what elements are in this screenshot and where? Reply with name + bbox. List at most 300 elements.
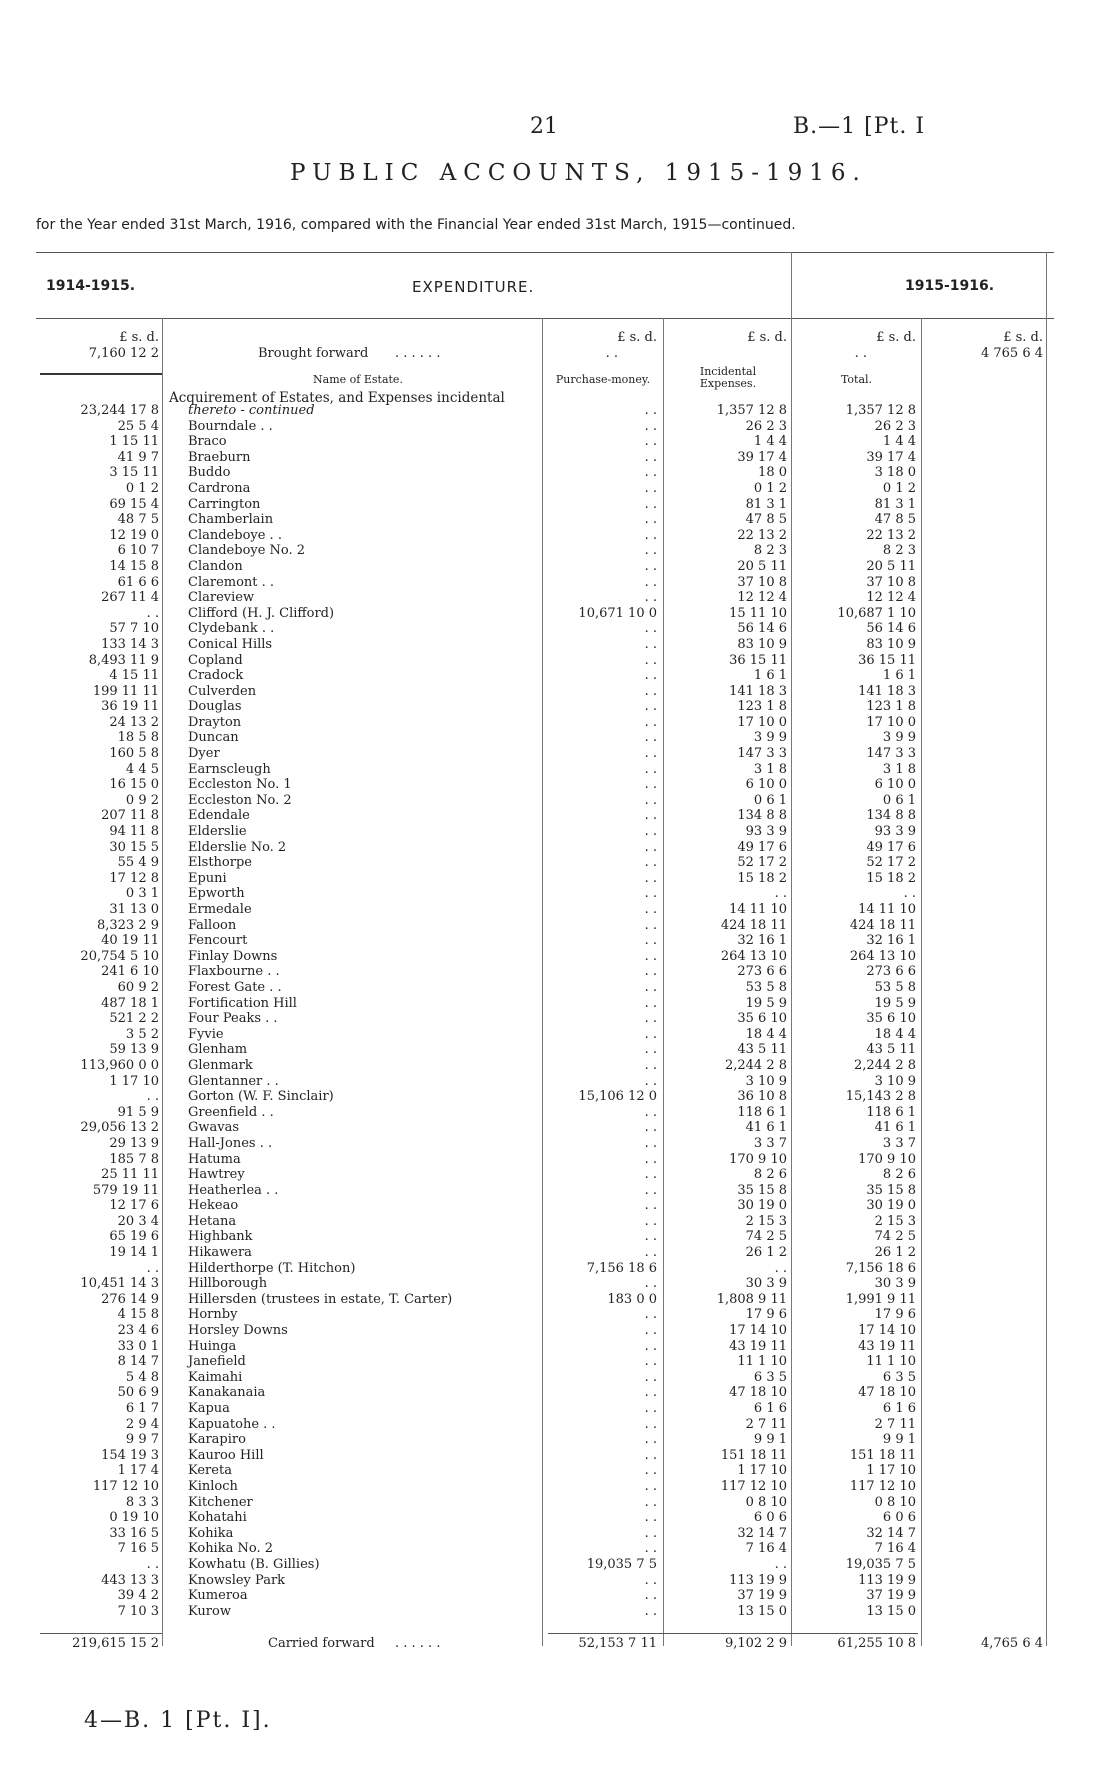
expenditure-heading: EXPENDITURE. xyxy=(412,278,535,296)
prev-year-value: 19 14 1 xyxy=(109,1245,159,1261)
prev-year-value: 23,244 17 8 xyxy=(80,403,159,418)
table-row xyxy=(0,1354,1114,1370)
total-value: 26 2 3 xyxy=(874,418,916,434)
total-value: 20 5 11 xyxy=(866,558,916,574)
purchase-money-value: . . xyxy=(644,434,657,450)
estate-name: Hillborough xyxy=(188,1276,268,1292)
purchase-money-value: . . xyxy=(644,1494,657,1510)
estate-name: Elsthorpe xyxy=(188,855,252,871)
purchase-money-value: . . xyxy=(644,746,657,762)
table-row xyxy=(0,1401,1114,1417)
estate-name: Kapua xyxy=(188,1401,230,1416)
estate-name: Braco xyxy=(188,434,227,450)
total-value: 264 13 10 xyxy=(849,948,916,964)
table-row xyxy=(0,606,1114,622)
incidental-expenses-value: 26 2 3 xyxy=(745,418,787,434)
table-row xyxy=(0,715,1114,731)
incidental-expenses-value: 8 2 6 xyxy=(753,1167,787,1183)
estate-name: Kereta xyxy=(188,1463,232,1479)
total-value: 19 5 9 xyxy=(874,995,916,1011)
carried-forward-prev: 219,615 15 2 xyxy=(72,1636,159,1651)
estate-rows xyxy=(0,403,1114,1619)
prev-total-rule xyxy=(40,1633,162,1634)
prev-year-value: 61 6 6 xyxy=(117,574,159,590)
purchase-money-value: . . xyxy=(644,574,657,590)
purchase-money-value: 10,671 10 0 xyxy=(578,605,657,621)
purchase-money-value: 19,035 7 5 xyxy=(586,1556,657,1572)
incidental-expenses-value: 17 14 10 xyxy=(729,1323,787,1339)
estate-name: Hetana xyxy=(188,1213,237,1229)
total-value: 35 6 10 xyxy=(866,1011,916,1027)
brought-forward-grand: 4 765 6 4 xyxy=(980,346,1043,361)
prev-year-value: 579 19 11 xyxy=(92,1182,159,1198)
prev-year-value: 39 4 2 xyxy=(117,1588,159,1604)
prev-year-value: 57 7 10 xyxy=(109,621,159,637)
total-value: 9 9 1 xyxy=(882,1432,916,1448)
prev-year-value: 60 9 2 xyxy=(117,979,159,995)
prev-year-value: 31 13 0 xyxy=(109,902,159,917)
incidental-expenses-value: 134 8 8 xyxy=(737,808,787,824)
purchase-money-value: . . xyxy=(644,761,657,777)
incidental-expenses-value: 1,357 12 8 xyxy=(716,403,787,418)
purchase-money-value: . . xyxy=(644,1042,657,1058)
incidental-expenses-value: 7 16 4 xyxy=(745,1541,787,1557)
prev-year-value: . . xyxy=(146,1260,159,1276)
prev-year-value: 207 11 8 xyxy=(101,808,159,824)
total-value: 10,687 1 10 xyxy=(837,605,916,621)
incidental-expenses-value: 3 1 8 xyxy=(753,761,787,777)
purchase-money-value: . . xyxy=(644,1323,657,1339)
table-row xyxy=(0,777,1114,793)
table-row xyxy=(0,1573,1114,1589)
estate-name: Kurow xyxy=(188,1603,231,1619)
total-value: 36 15 11 xyxy=(858,652,916,668)
estate-name: Ermedale xyxy=(188,902,252,917)
estate-name: Gorton (W. F. Sinclair) xyxy=(188,1089,334,1105)
prev-year-value: 16 15 0 xyxy=(109,777,159,793)
purchase-money-value: . . xyxy=(644,1432,657,1448)
incidental-expenses-value: 32 16 1 xyxy=(737,933,787,949)
incidental-expenses-value: 123 1 8 xyxy=(737,699,787,715)
prev-year-value: 521 2 2 xyxy=(109,1011,159,1027)
prev-year-value: 48 7 5 xyxy=(117,512,159,528)
purchase-money-value: . . xyxy=(644,1478,657,1494)
table-row xyxy=(0,1541,1114,1557)
prev-year-value: 41 9 7 xyxy=(117,449,159,465)
purchase-money-value: 15,106 12 0 xyxy=(578,1089,657,1105)
purchase-money-value: . . xyxy=(644,496,657,512)
total-value: 30 3 9 xyxy=(874,1276,916,1292)
prev-year-value: 1 17 10 xyxy=(109,1073,159,1089)
purchase-money-value: . . xyxy=(644,948,657,964)
prev-year-value: 113,960 0 0 xyxy=(80,1057,159,1073)
purchase-money-value: . . xyxy=(644,1245,657,1261)
total-value: 0 8 10 xyxy=(874,1494,916,1510)
total-value: 74 2 5 xyxy=(874,1229,916,1245)
incidental-expenses-value: 30 3 9 xyxy=(745,1276,787,1292)
table-row xyxy=(0,1042,1114,1058)
estate-name: Claremont . . xyxy=(188,574,275,590)
prev-year-value: 59 13 9 xyxy=(109,1042,159,1058)
total-value: 81 3 1 xyxy=(874,496,916,512)
estate-name: Glenham xyxy=(188,1042,248,1058)
purchase-money-value: . . xyxy=(644,652,657,668)
estate-name: Huinga xyxy=(188,1338,237,1354)
brought-forward-leaders: . . . . . . xyxy=(395,346,441,361)
estate-name: Clandeboye No. 2 xyxy=(188,543,306,559)
table-row xyxy=(0,886,1114,902)
incidental-expenses-value: . . xyxy=(774,1556,787,1572)
incidental-expenses-value: 37 19 9 xyxy=(737,1588,787,1604)
purchase-money-value: . . xyxy=(644,636,657,652)
estate-name: Cardrona xyxy=(188,480,251,496)
estate-name: Drayton xyxy=(188,714,242,730)
prev-year-value: 185 7 8 xyxy=(109,1151,159,1167)
incidental-expenses-value: 17 9 6 xyxy=(745,1307,787,1323)
table-row xyxy=(0,1167,1114,1183)
incidental-expenses-value: 2 15 3 xyxy=(745,1213,787,1229)
purchase-money-value: . . xyxy=(644,1011,657,1027)
purchase-money-value: . . xyxy=(644,1151,657,1167)
prev-year-value: 6 10 7 xyxy=(117,543,159,559)
incidental-expenses-value: 147 3 3 xyxy=(737,746,787,762)
purchase-money-value: . . xyxy=(644,1603,657,1619)
total-value: 1 17 10 xyxy=(866,1463,916,1479)
table-row xyxy=(0,902,1114,918)
incidental-expenses-value: 47 18 10 xyxy=(729,1385,787,1401)
prev-year-value: 50 6 9 xyxy=(117,1385,159,1401)
table-row xyxy=(0,933,1114,949)
estate-name: Karapiro xyxy=(188,1432,246,1448)
incidental-expenses-value: 3 3 7 xyxy=(753,1135,787,1151)
estate-name: Fyvie xyxy=(188,1026,224,1042)
total-value: 93 3 9 xyxy=(874,824,916,840)
table-row xyxy=(0,528,1114,544)
prev-year-value: 25 11 11 xyxy=(101,1167,159,1183)
total-value: 26 1 2 xyxy=(874,1245,916,1261)
estate-name: Glentanner . . xyxy=(188,1073,279,1089)
table-row xyxy=(0,1417,1114,1433)
purchase-money-value: . . xyxy=(644,1385,657,1401)
prev-year-value: 199 11 11 xyxy=(92,683,159,699)
purchase-money-value: . . xyxy=(644,1588,657,1604)
brought-forward-purchase: . . xyxy=(605,346,618,361)
table-row xyxy=(0,980,1114,996)
prev-year-value: 36 19 11 xyxy=(101,699,159,715)
purchase-money-value: . . xyxy=(644,558,657,574)
estate-name: Clandon xyxy=(188,558,243,574)
incidental-expenses-value: 52 17 2 xyxy=(737,855,787,871)
total-value: 151 18 11 xyxy=(849,1447,916,1463)
prev-year-value: 2 9 4 xyxy=(125,1416,159,1432)
table-row xyxy=(0,590,1114,606)
incidental-expenses-value: 26 1 2 xyxy=(745,1245,787,1261)
table-row xyxy=(0,684,1114,700)
incidental-expenses-value: 6 3 5 xyxy=(753,1369,787,1385)
total-value: 49 17 6 xyxy=(866,839,916,855)
estate-name: Clifford (H. J. Clifford) xyxy=(188,605,335,621)
table-row xyxy=(0,497,1114,513)
total-value: 17 9 6 xyxy=(874,1307,916,1323)
estate-name: Kohatahi xyxy=(188,1510,247,1526)
table-row xyxy=(0,1292,1114,1308)
table-row xyxy=(0,621,1114,637)
total-value: 2 7 11 xyxy=(874,1416,916,1432)
table-row xyxy=(0,793,1114,809)
total-value: 30 19 0 xyxy=(866,1198,916,1214)
incidental-expenses-value: 14 11 10 xyxy=(729,902,787,917)
prev-year-value: 0 19 10 xyxy=(109,1510,159,1526)
incidental-expenses-value: 0 8 10 xyxy=(745,1494,787,1510)
table-row xyxy=(0,1074,1114,1090)
total-value: 147 3 3 xyxy=(866,746,916,762)
estate-name: Fencourt xyxy=(188,933,248,949)
incidental-expenses-value: 141 18 3 xyxy=(729,683,787,699)
prev-year-value: 0 9 2 xyxy=(125,792,159,808)
prev-year-value: 12 17 6 xyxy=(109,1198,159,1214)
estate-name: Eccleston No. 2 xyxy=(188,792,292,808)
purchase-money-value: . . xyxy=(644,1120,657,1136)
total-value: 6 3 5 xyxy=(882,1369,916,1385)
table-row xyxy=(0,762,1114,778)
purchase-money-value: . . xyxy=(644,668,657,684)
incidental-expenses-value: 117 12 10 xyxy=(720,1478,787,1494)
table-row xyxy=(0,1370,1114,1386)
total-value: 8 2 6 xyxy=(882,1167,916,1183)
purchase-money-value: . . xyxy=(644,1510,657,1526)
purchase-money-value: . . xyxy=(644,1198,657,1214)
table-row xyxy=(0,419,1114,435)
total-value: 3 10 9 xyxy=(874,1073,916,1089)
totals-rule xyxy=(548,1633,918,1634)
prev-year-value: 94 11 8 xyxy=(109,824,159,840)
estate-name: Edendale xyxy=(188,808,250,824)
purchase-money-value: . . xyxy=(644,683,657,699)
prev-year-value: 8 14 7 xyxy=(117,1354,159,1370)
table-row xyxy=(0,559,1114,575)
total-value: 53 5 8 xyxy=(874,979,916,995)
purchase-money-value: . . xyxy=(644,1276,657,1292)
total-value: 19,035 7 5 xyxy=(845,1556,916,1572)
incidental-expenses-value: 36 15 11 xyxy=(729,652,787,668)
estate-name: Hillersden (trustees in estate, T. Carter) xyxy=(188,1291,453,1307)
total-value: 1 6 1 xyxy=(882,668,916,684)
total-value: 83 10 9 xyxy=(866,636,916,652)
incidental-expenses-value: 47 8 5 xyxy=(745,512,787,528)
prev-year-value: 91 5 9 xyxy=(117,1104,159,1120)
total-value: 13 15 0 xyxy=(866,1603,916,1619)
incidental-expenses-value: 273 6 6 xyxy=(737,964,787,980)
incidental-expenses-value: 18 0 xyxy=(758,465,787,481)
table-row xyxy=(0,1183,1114,1199)
prev-year-value: 30 15 5 xyxy=(109,839,159,855)
total-value: 1,357 12 8 xyxy=(845,403,916,418)
table-row xyxy=(0,840,1114,856)
table-row xyxy=(0,1604,1114,1620)
total-value: 15,143 2 8 xyxy=(845,1089,916,1105)
total-value: 22 13 2 xyxy=(866,527,916,543)
prev-year-value: 33 0 1 xyxy=(117,1338,159,1354)
section-heading: Acquirement of Estates, and Expenses incidental xyxy=(169,390,505,406)
prev-year-value: 18 5 8 xyxy=(117,730,159,746)
table-row xyxy=(0,434,1114,450)
prev-year-heading: 1914-1915. xyxy=(46,278,136,294)
table-row xyxy=(0,808,1114,824)
estate-name: Epworth xyxy=(188,886,245,902)
prev-year-value: 6 1 7 xyxy=(125,1401,159,1416)
table-row xyxy=(0,1495,1114,1511)
estate-name: Kanakanaia xyxy=(188,1385,266,1401)
estate-name: Kowhatu (B. Gillies) xyxy=(188,1556,320,1572)
table-row xyxy=(0,1276,1114,1292)
prev-year-value: 20,754 5 10 xyxy=(80,948,159,964)
total-value: 32 14 7 xyxy=(866,1525,916,1541)
page-title: PUBLIC ACCOUNTS, 1915-1916. xyxy=(290,160,867,186)
prev-year-value: 267 11 4 xyxy=(101,590,159,606)
table-row xyxy=(0,512,1114,528)
prev-year-value: 5 4 8 xyxy=(125,1369,159,1385)
estate-name: Culverden xyxy=(188,683,257,699)
incidental-expenses-value: 1 6 1 xyxy=(753,668,787,684)
estate-name: Douglas xyxy=(188,699,242,715)
total-value: 0 6 1 xyxy=(882,792,916,808)
total-value: 8 2 3 xyxy=(882,543,916,559)
purchase-money-value: . . xyxy=(644,1447,657,1463)
total-value: 273 6 6 xyxy=(866,964,916,980)
incidental-expenses-value: 2,244 2 8 xyxy=(724,1057,787,1073)
table-row xyxy=(0,1089,1114,1105)
table-row xyxy=(0,1058,1114,1074)
estate-name: Finlay Downs xyxy=(188,948,278,964)
table-row xyxy=(0,918,1114,934)
purchase-money-value: . . xyxy=(644,933,657,949)
incidental-expenses-value: 113 19 9 xyxy=(729,1572,787,1588)
prev-year-value: 7 10 3 xyxy=(117,1603,159,1619)
estate-name: Falloon xyxy=(188,917,237,933)
estate-name: Earnscleugh xyxy=(188,761,271,777)
prev-year-value: 10,451 14 3 xyxy=(80,1276,159,1292)
purchase-money-value: . . xyxy=(644,730,657,746)
incidental-expenses-value: 0 6 1 xyxy=(753,792,787,808)
prev-year-value: 117 12 10 xyxy=(92,1478,159,1494)
estate-name: thereto - continued xyxy=(188,403,315,418)
total-value: 37 10 8 xyxy=(866,574,916,590)
table-row xyxy=(0,1229,1114,1245)
purchase-money-value: . . xyxy=(644,902,657,917)
table-row xyxy=(0,964,1114,980)
purchase-money-value: . . xyxy=(644,590,657,606)
total-value: 47 8 5 xyxy=(874,512,916,528)
purchase-money-value: . . xyxy=(644,1307,657,1323)
incidental-expenses-value: 151 18 11 xyxy=(720,1447,787,1463)
estate-name: Elderslie xyxy=(188,824,247,840)
prev-year-value: 40 19 11 xyxy=(101,933,159,949)
total-value: 43 19 11 xyxy=(858,1338,916,1354)
prev-year-value: 241 6 10 xyxy=(101,964,159,980)
incidental-expenses-value: . . xyxy=(774,1260,787,1276)
curr-year-heading: 1915-1916. xyxy=(905,278,995,294)
estate-name: Kohika xyxy=(188,1525,234,1541)
prev-year-value: 443 13 3 xyxy=(101,1572,159,1588)
incidental-expenses-value: 19 5 9 xyxy=(745,995,787,1011)
table-row xyxy=(0,1136,1114,1152)
table-row xyxy=(0,746,1114,762)
incidental-expenses-value: 1 4 4 xyxy=(753,434,787,450)
total-value: 11 1 10 xyxy=(866,1354,916,1370)
estate-name: Flaxbourne . . xyxy=(188,964,280,980)
table-row xyxy=(0,996,1114,1012)
total-value: 118 6 1 xyxy=(866,1104,916,1120)
total-value: 123 1 8 xyxy=(866,699,916,715)
table-row xyxy=(0,653,1114,669)
purchase-money-value: . . xyxy=(644,979,657,995)
total-value: 141 18 3 xyxy=(858,683,916,699)
incidental-expenses-value: 17 10 0 xyxy=(737,714,787,730)
prev-year-value: 23 4 6 xyxy=(117,1323,159,1339)
estate-name: Eccleston No. 1 xyxy=(188,777,292,793)
table-row xyxy=(0,543,1114,559)
purchase-money-value: . . xyxy=(644,1104,657,1120)
purchase-money-value: 183 0 0 xyxy=(607,1291,657,1307)
purchase-money-value: 7,156 18 6 xyxy=(586,1260,657,1276)
estate-name: Bourndale . . xyxy=(188,418,273,434)
total-value: 3 3 7 xyxy=(882,1135,916,1151)
incidental-expenses-value: 0 1 2 xyxy=(753,480,787,496)
incidental-expenses-value: 93 3 9 xyxy=(745,824,787,840)
total-value: 15 18 2 xyxy=(866,870,916,886)
table-row xyxy=(0,1120,1114,1136)
table-row xyxy=(0,1479,1114,1495)
total-value: 1,991 9 11 xyxy=(845,1291,916,1307)
prev-year-value: 487 18 1 xyxy=(101,995,159,1011)
estate-name: Copland xyxy=(188,652,243,668)
incidental-expenses-value: 18 4 4 xyxy=(745,1026,787,1042)
purchase-money-value: . . xyxy=(644,449,657,465)
table-row xyxy=(0,1339,1114,1355)
prev-year-value: 29,056 13 2 xyxy=(80,1120,159,1136)
total-value: 39 17 4 xyxy=(866,449,916,465)
prev-year-value: 55 4 9 xyxy=(117,855,159,871)
incidental-expenses-value: 8 2 3 xyxy=(753,543,787,559)
purchase-money-value: . . xyxy=(644,1229,657,1245)
estate-name: Kauroo Hill xyxy=(188,1447,264,1463)
incidental-expenses-value: 118 6 1 xyxy=(737,1104,787,1120)
incidental-expenses-value: 56 14 6 xyxy=(737,621,787,637)
incidental-expenses-value: 424 18 11 xyxy=(720,917,787,933)
incidental-expenses-value: 43 5 11 xyxy=(737,1042,787,1058)
table-row xyxy=(0,403,1114,419)
incidental-expenses-value: 15 11 10 xyxy=(729,605,787,621)
table-row xyxy=(0,824,1114,840)
purchase-money-value: . . xyxy=(644,418,657,434)
incidental-expenses-value: 35 6 10 xyxy=(737,1011,787,1027)
total-value: 2 15 3 xyxy=(874,1213,916,1229)
prev-year-value: 3 15 11 xyxy=(109,465,159,481)
purchase-money-value: . . xyxy=(644,512,657,528)
prev-year-value: 9 9 7 xyxy=(125,1432,159,1448)
estate-name: Buddo xyxy=(188,465,231,481)
total-value: 43 5 11 xyxy=(866,1042,916,1058)
incidental-expenses-value: 20 5 11 xyxy=(737,558,787,574)
purchase-money-value: . . xyxy=(644,1369,657,1385)
estate-name: Elderslie No. 2 xyxy=(188,839,287,855)
total-value: 0 1 2 xyxy=(882,480,916,496)
prev-year-value: 0 3 1 xyxy=(125,886,159,902)
table-row xyxy=(0,699,1114,715)
total-value: 170 9 10 xyxy=(858,1151,916,1167)
incidental-expenses-value: 1,808 9 11 xyxy=(716,1291,787,1307)
estate-name: Clydebank . . xyxy=(188,621,275,637)
